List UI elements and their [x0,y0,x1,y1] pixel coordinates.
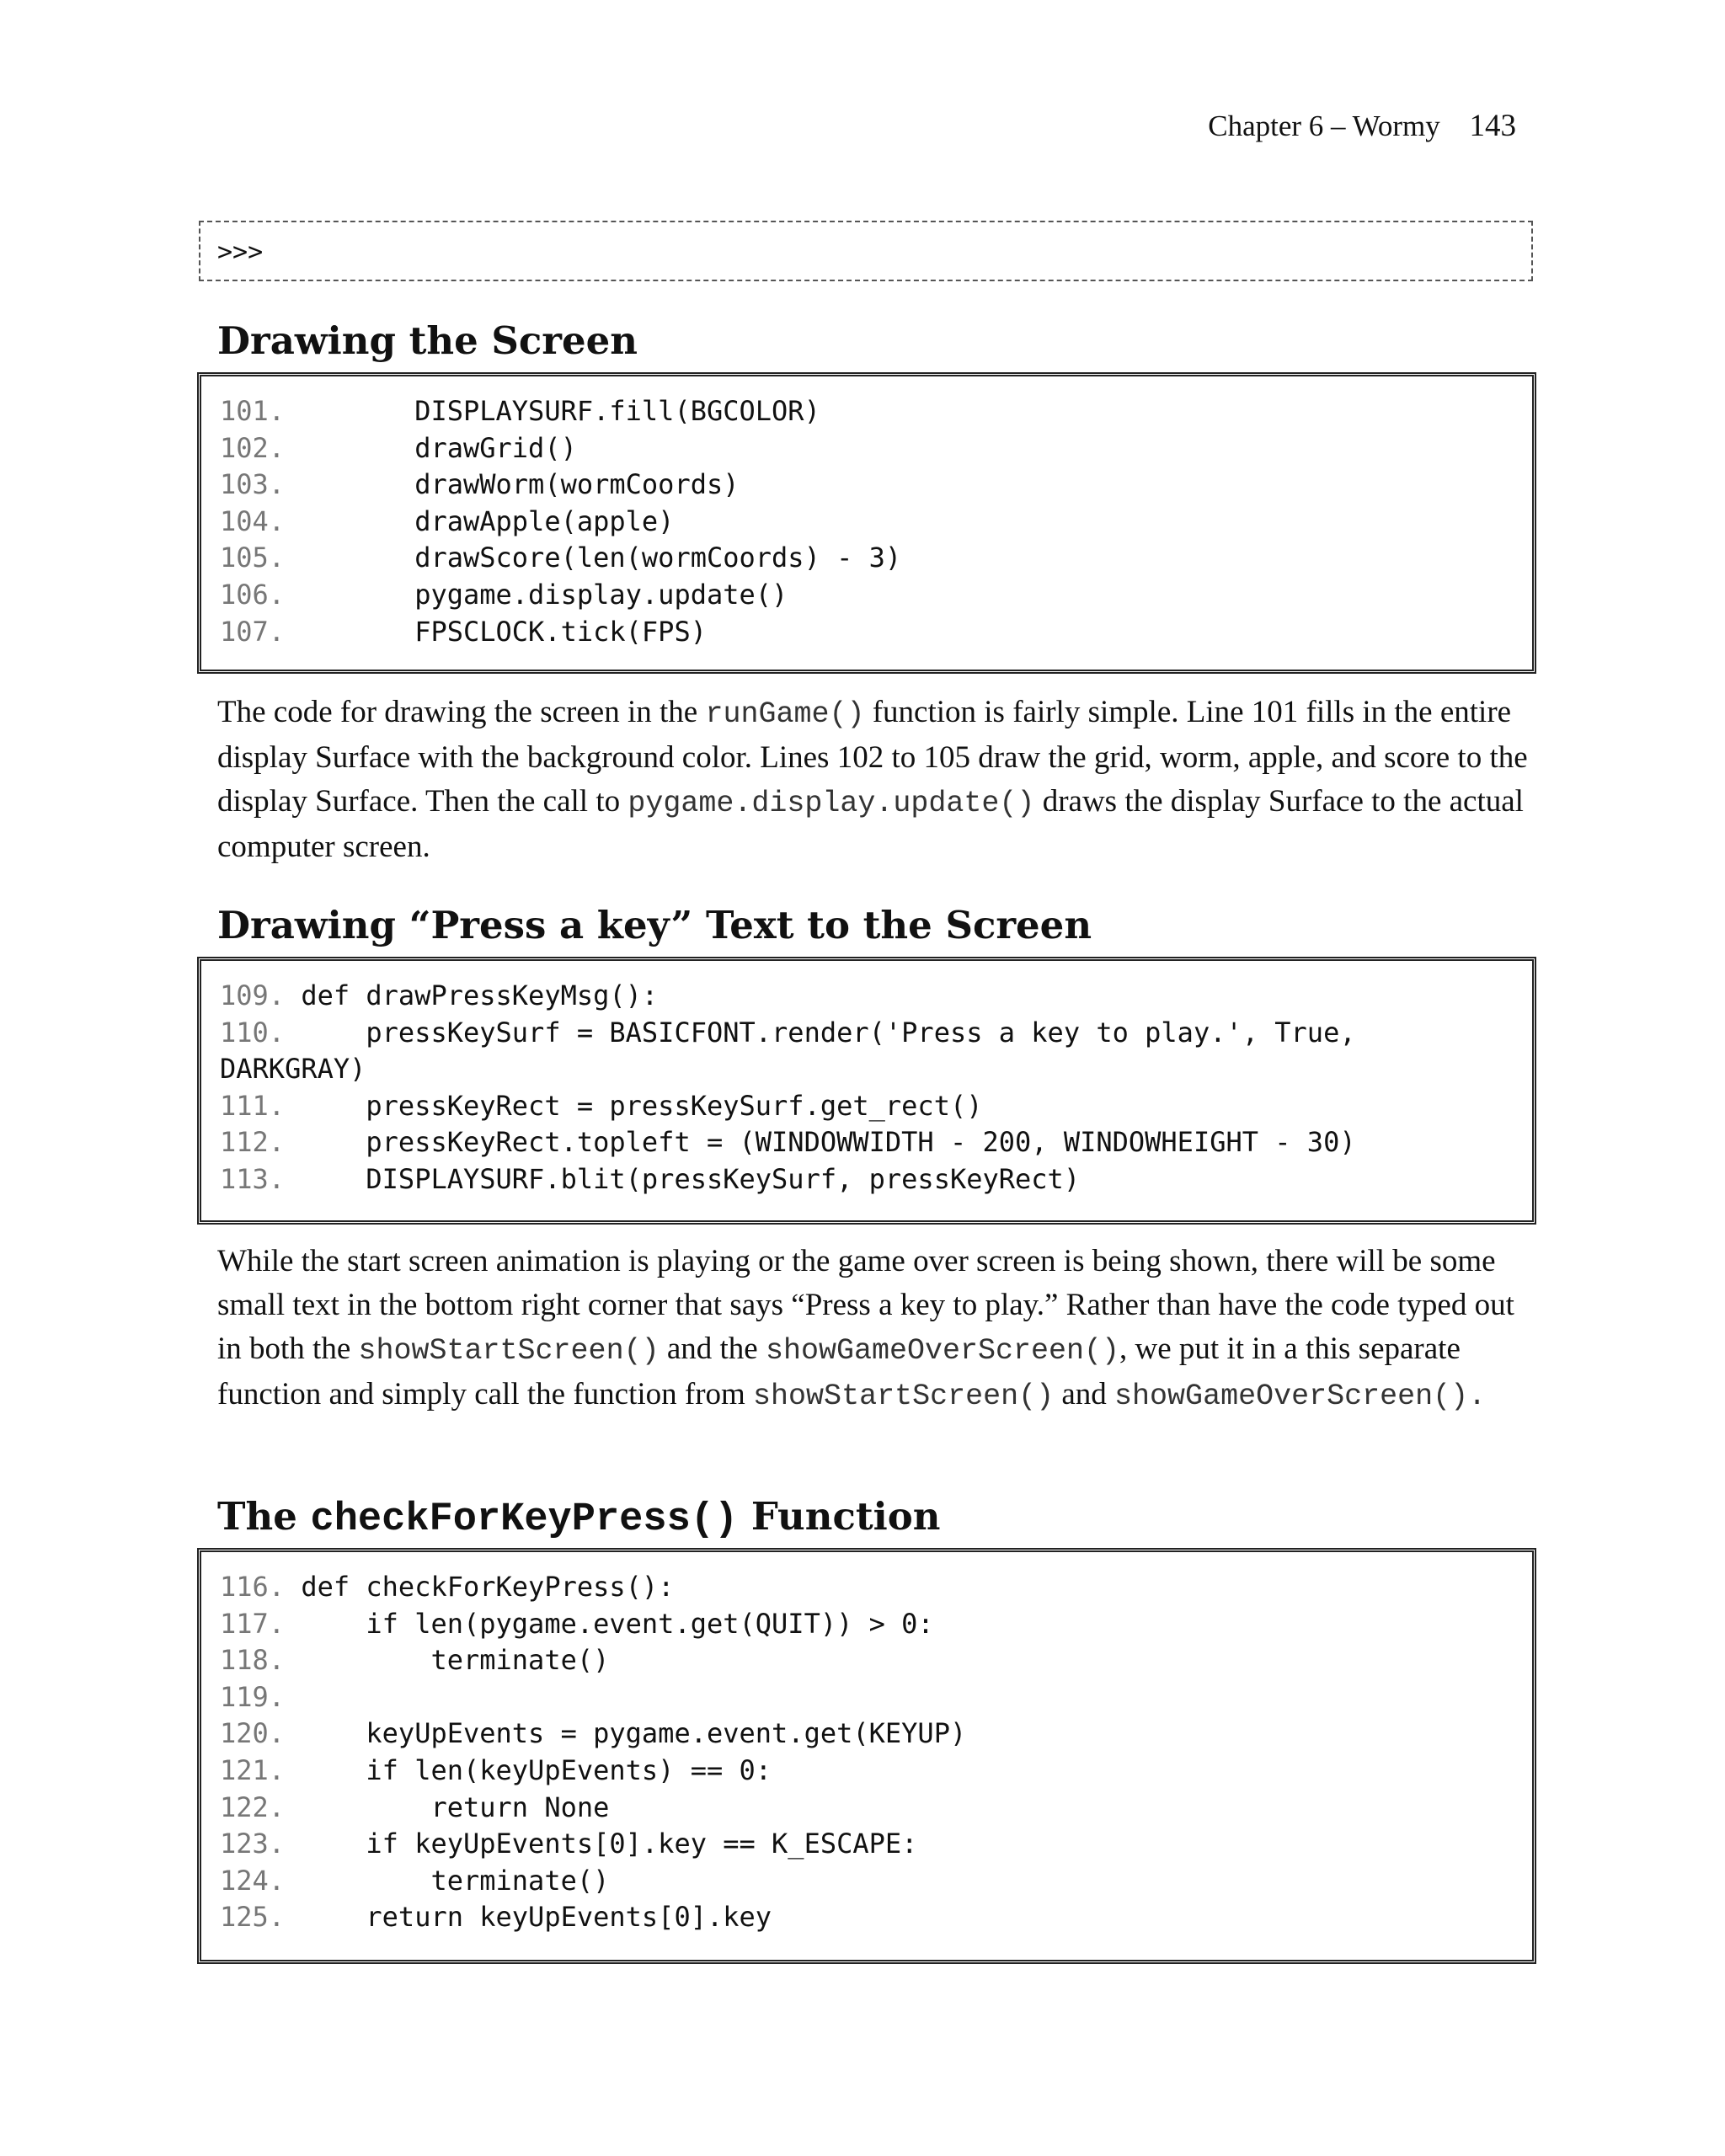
line-number: 110. [220,1016,286,1049]
line-number: 124. [220,1864,286,1897]
line-number: 113. [220,1162,286,1195]
code-text: drawWorm(wormCoords) [285,468,740,501]
line-number: 102. [220,431,286,464]
line-number: 106. [220,578,286,611]
line-number: 116. [220,1571,286,1603]
line-number: 104. [220,504,286,537]
code-line [220,1051,1532,1088]
paragraph-text: While the start screen animation is playing or the game over screen is being shown, there will be some small text in the bottom right corner that says “Press a key to play.” Rather than have the code typed out in both the [217,1244,1514,1366]
line-number: 105. [220,542,286,574]
code-line [220,1679,1532,1716]
code-line [220,1124,1532,1161]
code-line [220,978,1532,1015]
code-line [220,614,1532,651]
paragraph-text: function is fairly simple. Line 101 fills in the entire display Surface with the background color. Lines 102 to 105 draw the grid, worm, apple, and score to the display Surface. Then the call to [217,695,1528,819]
inline-code: showStartScreen() [753,1380,1055,1413]
line-number: 123. [220,1828,286,1860]
code-listing-press-key-msg [197,957,1536,1225]
code-line [220,430,1532,467]
inline-code: runGame() [705,697,865,731]
code-text: pressKeySurf = BASICFONT.render('Press a key to play.', True, [285,1016,1356,1049]
code-text: return None [285,1790,610,1823]
line-number: 117. [220,1607,286,1640]
code-line [220,1826,1532,1863]
line-number: 101. [220,395,286,427]
code-text: def drawPressKeyMsg(): [285,979,659,1011]
inline-code: pygame.display.update() [628,787,1035,820]
paragraph-text: , we put it in a this separate function and simply call the function from [217,1331,1461,1412]
paragraph-text: and [1054,1377,1115,1412]
code-text: drawApple(apple) [285,504,675,537]
console-output-box [199,221,1533,281]
code-line [220,1863,1532,1900]
page-header [1208,108,1516,144]
code-text: if keyUpEvents[0].key == K_ESCAPE: [285,1828,918,1860]
paragraph-text: draws the display Surface to the actual computer screen. [217,784,1524,864]
line-number: 107. [220,615,286,648]
line-number: 120. [220,1717,286,1750]
code-line [220,540,1532,577]
code-text: terminate() [285,1644,610,1677]
line-number: 122. [220,1790,286,1823]
code-text: def checkForKeyPress(): [285,1571,675,1603]
paragraph-press-key [217,1240,1531,1418]
code-text: pressKeyRect.topleft = (WINDOWWIDTH - 200, WINDOWHEIGHT - 30) [285,1126,1356,1159]
code-line [220,1015,1532,1052]
code-text: DISPLAYSURF.blit(pressKeySurf, pressKeyRect) [285,1162,1081,1195]
section-heading-check-key-press [217,1494,940,1542]
code-text: terminate() [285,1864,610,1897]
paragraph-draw-screen [217,691,1531,869]
heading-code: checkForKeyPress() [310,1497,739,1542]
line-number: 119. [220,1680,286,1713]
line-number: 118. [220,1644,286,1677]
code-text: drawGrid() [285,431,577,464]
code-line [220,1716,1532,1753]
paragraph-text: The code for drawing the screen in the [217,695,706,729]
inline-code: showGameOverScreen() [765,1334,1120,1368]
code-line [220,1642,1532,1679]
console-prompt: >>> [217,237,264,267]
code-text: if len(pygame.event.get(QUIT)) > 0: [285,1607,934,1640]
line-number: 109. [220,979,286,1011]
heading-text: The [217,1494,311,1539]
line-number: 103. [220,468,286,501]
line-number: 112. [220,1126,286,1159]
code-text: return keyUpEvents[0].key [285,1901,772,1934]
code-text: if len(keyUpEvents) == 0: [285,1753,772,1786]
section-heading-drawing-screen: Drawing the Screen [217,318,638,363]
code-line [220,1606,1532,1643]
code-text: pressKeyRect = pressKeySurf.get_rect() [285,1089,983,1122]
code-text: DARKGRAY) [220,1053,366,1086]
code-line [220,1790,1532,1827]
code-line [220,577,1532,614]
section-heading-press-key-text: Drawing “Press a key” Text to the Screen [217,903,1092,947]
code-line [220,1088,1532,1125]
code-line [220,1753,1532,1790]
code-line [220,467,1532,504]
code-text: pygame.display.update() [285,578,788,611]
heading-text: Function [738,1494,941,1539]
code-line [220,1161,1532,1198]
line-number: 121. [220,1753,286,1786]
page-number: 143 [1469,109,1516,143]
inline-code: showGameOverScreen(). [1114,1380,1487,1413]
code-line [220,1569,1532,1606]
code-line [220,393,1532,430]
code-line [220,504,1532,541]
code-text: keyUpEvents = pygame.event.get(KEYUP) [285,1717,967,1750]
paragraph-text: and the [659,1331,766,1366]
line-number: 111. [220,1089,286,1122]
code-text: drawScore(len(wormCoords) - 3) [285,542,902,574]
code-text: DISPLAYSURF.fill(BGCOLOR) [285,395,820,427]
inline-code: showStartScreen() [358,1334,660,1368]
chapter-title: Chapter 6 – Wormy [1208,109,1440,142]
code-line [220,1899,1532,1936]
line-number: 125. [220,1901,286,1934]
code-text: FPSCLOCK.tick(FPS) [285,615,707,648]
code-listing-check-key-press [197,1548,1536,1964]
code-listing-draw-screen [197,372,1536,674]
